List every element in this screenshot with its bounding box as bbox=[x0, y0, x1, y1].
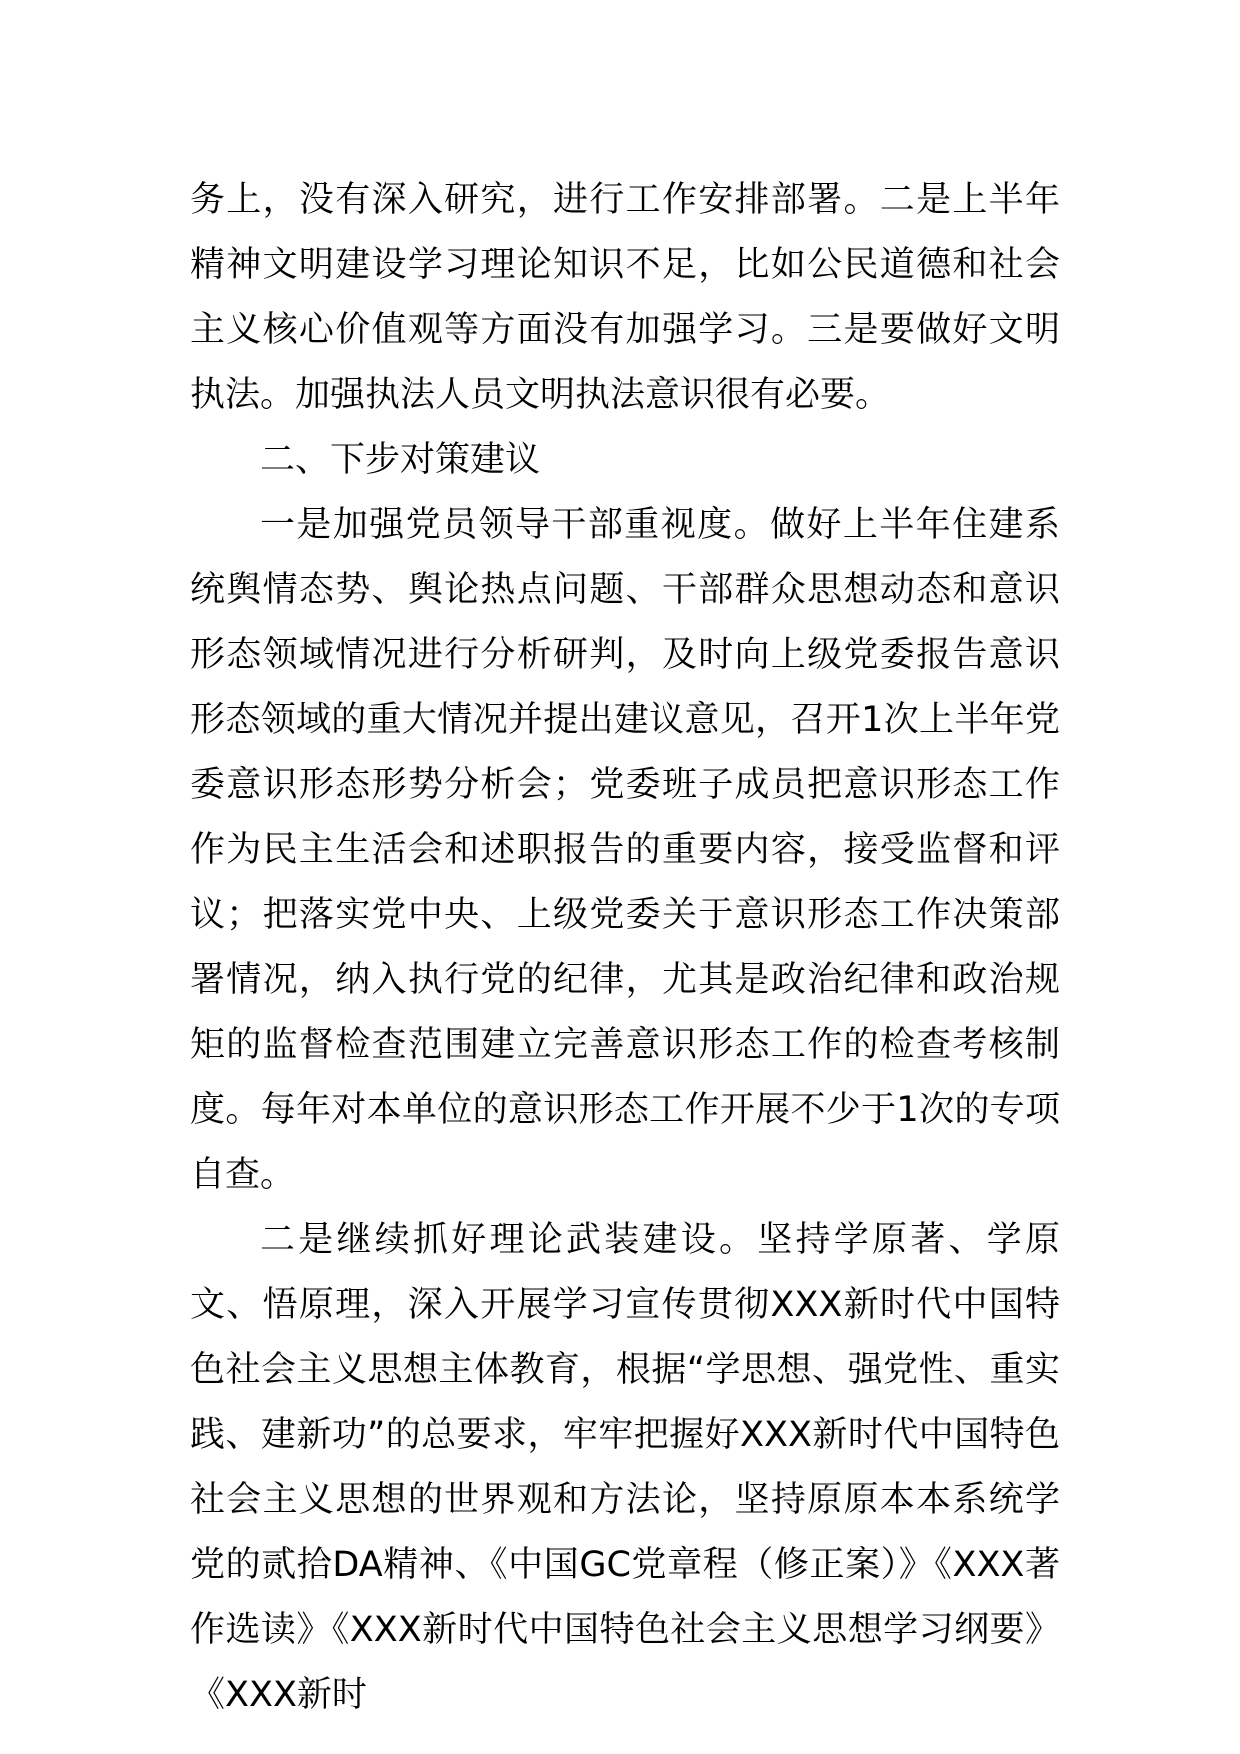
paragraph-4: 二是继续抓好理论武装建设。坚持学原著、学原文、悟原理，深入开展学习宣传贯彻XXX新时代中国特色社会主义思想主体教育，根据“学思想、强党性、重实践、建新功”的总要求，牢牢把握好XXX新时代中国特色社会主义思想的世界观和方法论，坚持原原本本系统学党的贰拾DA精神、《中国GC党章程（修正案）》《XXX著作选读》《XXX新时代中国特色社会主义思想学习纲要》《XXX新时 bbox=[190, 1220, 1060, 1715]
section-heading: 二、下步对策建议 bbox=[260, 440, 541, 480]
paragraph-3: 一是加强党员领导干部重视度。做好上半年住建系统舆情态势、舆论热点问题、干部群众思想动态和意识形态领域情况进行分析研判，及时向上级党委报告意识形态领域的重大情况并提出建议意见，召开1次上半年党委意识形态形势分析会；党委班子成员把意识形态工作作为民主生活会和述职报告的重要内容，接受监督和评议；把落实党中央、上级党委关于意识形态工作决策部署情况，纳入执行党的纪律，尤其是政治纪律和政治规矩的监督检查范围建立完善意识形态工作的检查考核制度。每年对本单位的意识形态工作开展不少于1次的专项自查。 bbox=[190, 505, 1060, 1195]
paragraph-1: 务上，没有深入研究，进行工作安排部署。二是上半年精神文明建设学习理论知识不足，比如公民道德和社会主义核心价值观等方面没有加强学习。三是要做好文明执法。加强执法人员文明执法意识很有必要。 bbox=[190, 180, 1060, 415]
document-body bbox=[190, 168, 1060, 1728]
